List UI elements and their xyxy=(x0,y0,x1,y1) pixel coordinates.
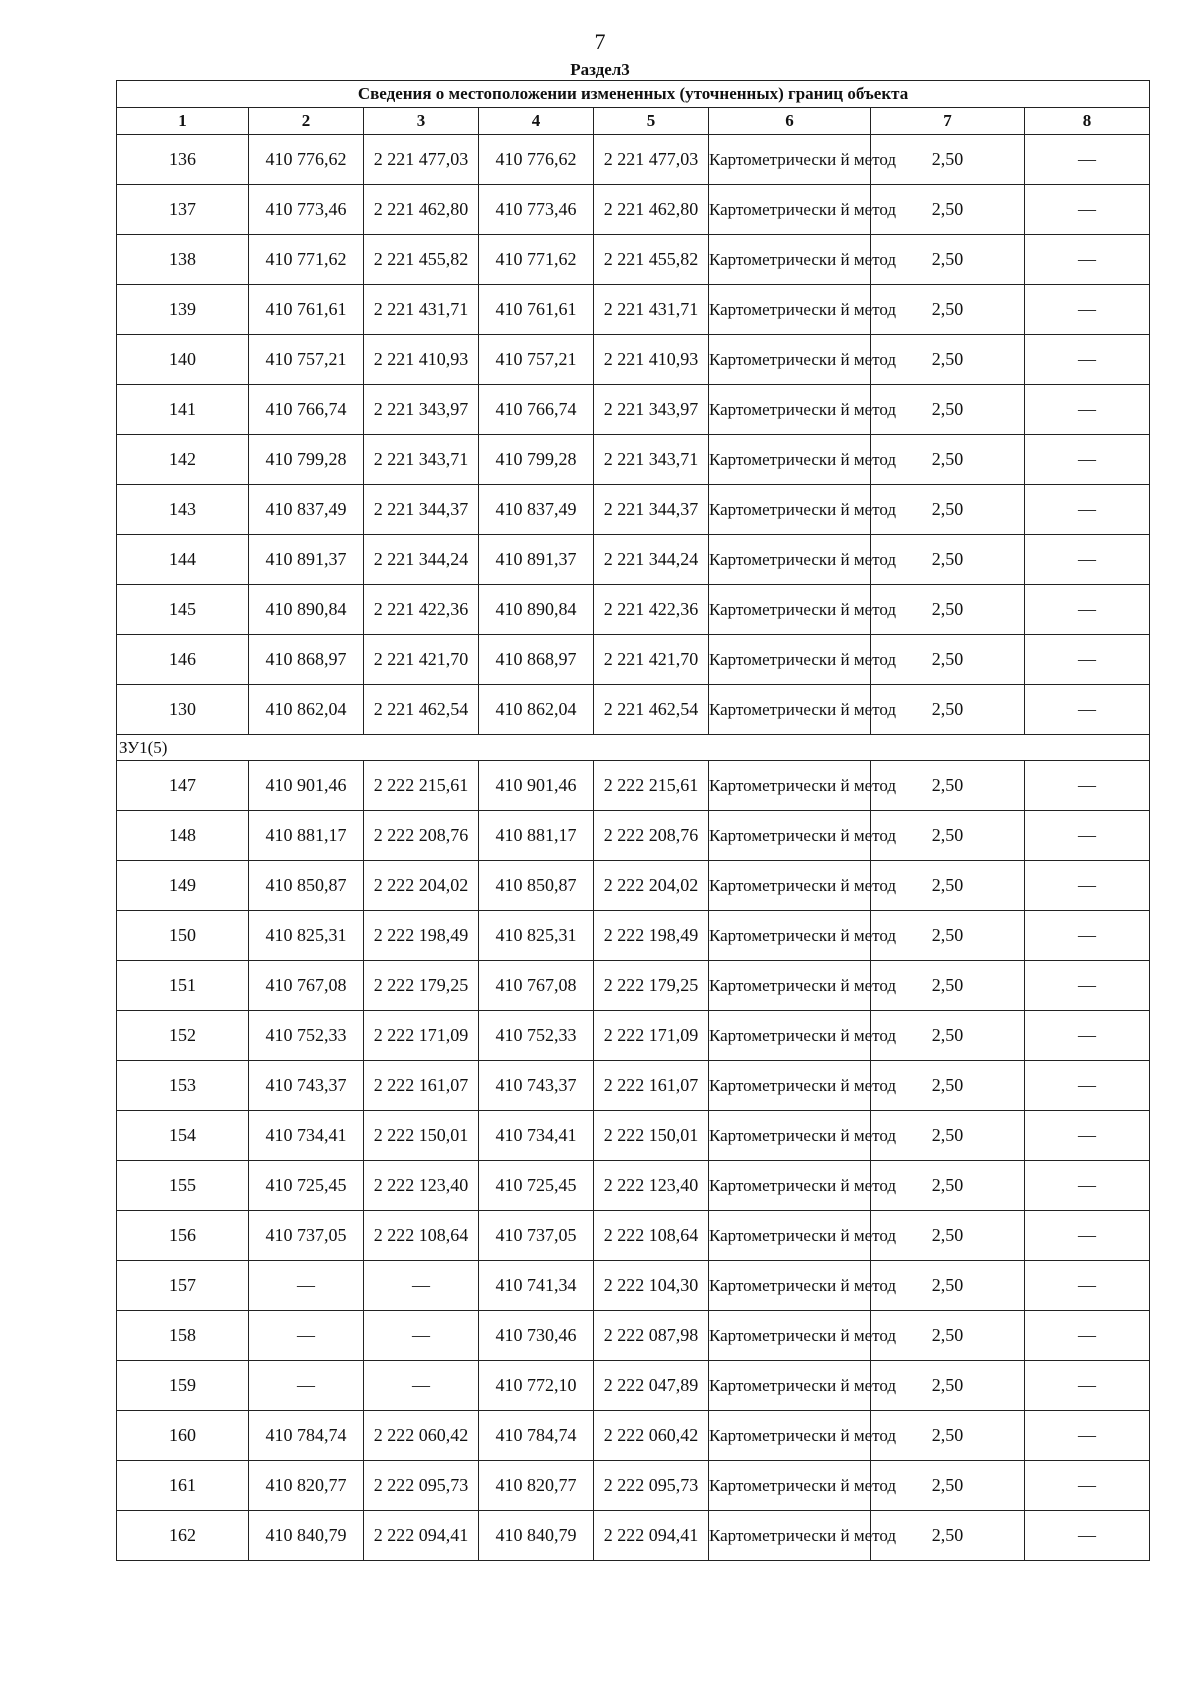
table-row xyxy=(117,1311,1150,1361)
description-cell: — xyxy=(1025,1161,1150,1211)
x-new-cell: 410 901,46 xyxy=(479,761,594,811)
method-cell: Картометрически й метод xyxy=(709,1061,871,1111)
x-new-cell: 410 767,08 xyxy=(479,961,594,1011)
x-new-cell: 410 820,77 xyxy=(479,1461,594,1511)
accuracy-cell: 2,50 xyxy=(871,861,1025,911)
accuracy-cell: 2,50 xyxy=(871,911,1025,961)
x-existing-cell: 410 771,62 xyxy=(249,235,364,285)
accuracy-cell: 2,50 xyxy=(871,435,1025,485)
y-new-cell: 2 222 094,41 xyxy=(594,1511,709,1561)
group-row xyxy=(117,735,1150,761)
point-number-cell: 146 xyxy=(117,635,249,685)
x-new-cell: 410 730,46 xyxy=(479,1311,594,1361)
description-cell: — xyxy=(1025,1511,1150,1561)
x-new-cell: 410 766,74 xyxy=(479,385,594,435)
method-cell: Картометрически й метод xyxy=(709,185,871,235)
table-row xyxy=(117,1461,1150,1511)
point-number-cell: 161 xyxy=(117,1461,249,1511)
point-number-cell: 159 xyxy=(117,1361,249,1411)
x-existing-cell: 410 881,17 xyxy=(249,811,364,861)
description-cell: — xyxy=(1025,585,1150,635)
method-cell: Картометрически й метод xyxy=(709,861,871,911)
method-cell: Картометрически й метод xyxy=(709,911,871,961)
method-cell: Картометрически й метод xyxy=(709,1261,871,1311)
y-new-cell: 2 222 108,64 xyxy=(594,1211,709,1261)
y-existing-cell: 2 221 462,54 xyxy=(364,685,479,735)
column-number: 8 xyxy=(1025,108,1150,135)
description-cell: — xyxy=(1025,485,1150,535)
x-existing-cell: 410 850,87 xyxy=(249,861,364,911)
description-cell: — xyxy=(1025,285,1150,335)
method-cell: Картометрически й метод xyxy=(709,1161,871,1211)
accuracy-cell: 2,50 xyxy=(871,135,1025,185)
x-new-cell: 410 772,10 xyxy=(479,1361,594,1411)
method-cell: Картометрически й метод xyxy=(709,1011,871,1061)
table-row xyxy=(117,385,1150,435)
y-new-cell: 2 222 060,42 xyxy=(594,1411,709,1461)
x-new-cell: 410 837,49 xyxy=(479,485,594,535)
description-cell: — xyxy=(1025,1461,1150,1511)
y-existing-cell: 2 222 150,01 xyxy=(364,1111,479,1161)
method-cell: Картометрически й метод xyxy=(709,811,871,861)
table-caption-row xyxy=(117,81,1150,108)
description-cell: — xyxy=(1025,385,1150,435)
method-cell: Картометрически й метод xyxy=(709,635,871,685)
description-cell: — xyxy=(1025,635,1150,685)
point-number-cell: 147 xyxy=(117,761,249,811)
point-number-cell: 154 xyxy=(117,1111,249,1161)
y-existing-cell: 2 222 108,64 xyxy=(364,1211,479,1261)
method-cell: Картометрически й метод xyxy=(709,1111,871,1161)
description-cell: — xyxy=(1025,1111,1150,1161)
y-existing-cell: 2 222 094,41 xyxy=(364,1511,479,1561)
y-existing-cell: 2 221 421,70 xyxy=(364,635,479,685)
column-number: 6 xyxy=(709,108,871,135)
table-row xyxy=(117,1161,1150,1211)
point-number-cell: 157 xyxy=(117,1261,249,1311)
table-row xyxy=(117,1261,1150,1311)
table-row xyxy=(117,285,1150,335)
table-row xyxy=(117,1211,1150,1261)
x-new-cell: 410 752,33 xyxy=(479,1011,594,1061)
y-new-cell: 2 221 462,54 xyxy=(594,685,709,735)
description-cell: — xyxy=(1025,761,1150,811)
accuracy-cell: 2,50 xyxy=(871,485,1025,535)
accuracy-cell: 2,50 xyxy=(871,961,1025,1011)
description-cell: — xyxy=(1025,1261,1150,1311)
point-number-cell: 141 xyxy=(117,385,249,435)
x-new-cell: 410 784,74 xyxy=(479,1411,594,1461)
y-new-cell: 2 222 215,61 xyxy=(594,761,709,811)
method-cell: Картометрически й метод xyxy=(709,685,871,735)
method-cell: Картометрически й метод xyxy=(709,1461,871,1511)
y-new-cell: 2 222 204,02 xyxy=(594,861,709,911)
accuracy-cell: 2,50 xyxy=(871,1011,1025,1061)
table-row xyxy=(117,435,1150,485)
description-cell: — xyxy=(1025,1061,1150,1111)
description-cell: — xyxy=(1025,961,1150,1011)
point-number-cell: 137 xyxy=(117,185,249,235)
y-existing-cell: 2 222 204,02 xyxy=(364,861,479,911)
y-new-cell: 2 221 344,37 xyxy=(594,485,709,535)
y-existing-cell: 2 222 095,73 xyxy=(364,1461,479,1511)
table-row xyxy=(117,1361,1150,1411)
method-cell: Картометрически й метод xyxy=(709,485,871,535)
accuracy-cell: 2,50 xyxy=(871,1061,1025,1111)
method-cell: Картометрически й метод xyxy=(709,1211,871,1261)
description-cell: — xyxy=(1025,811,1150,861)
y-new-cell: 2 222 179,25 xyxy=(594,961,709,1011)
y-existing-cell: 2 221 343,71 xyxy=(364,435,479,485)
point-number-cell: 153 xyxy=(117,1061,249,1111)
accuracy-cell: 2,50 xyxy=(871,811,1025,861)
accuracy-cell: 2,50 xyxy=(871,185,1025,235)
y-new-cell: 2 222 150,01 xyxy=(594,1111,709,1161)
description-cell: — xyxy=(1025,1211,1150,1261)
y-existing-cell: 2 221 422,36 xyxy=(364,585,479,635)
y-new-cell: 2 222 104,30 xyxy=(594,1261,709,1311)
accuracy-cell: 2,50 xyxy=(871,1361,1025,1411)
table-row xyxy=(117,335,1150,385)
point-number-cell: 145 xyxy=(117,585,249,635)
point-number-cell: 136 xyxy=(117,135,249,185)
table-row xyxy=(117,961,1150,1011)
x-new-cell: 410 840,79 xyxy=(479,1511,594,1561)
x-existing-cell: 410 757,21 xyxy=(249,335,364,385)
x-existing-cell: 410 761,61 xyxy=(249,285,364,335)
y-new-cell: 2 221 422,36 xyxy=(594,585,709,635)
x-existing-cell: 410 862,04 xyxy=(249,685,364,735)
method-cell: Картометрически й метод xyxy=(709,1311,871,1361)
column-number: 2 xyxy=(249,108,364,135)
accuracy-cell: 2,50 xyxy=(871,535,1025,585)
point-number-cell: 144 xyxy=(117,535,249,585)
x-new-cell: 410 862,04 xyxy=(479,685,594,735)
y-existing-cell: 2 222 208,76 xyxy=(364,811,479,861)
description-cell: — xyxy=(1025,185,1150,235)
x-existing-cell: 410 773,46 xyxy=(249,185,364,235)
x-existing-cell: 410 776,62 xyxy=(249,135,364,185)
description-cell: — xyxy=(1025,135,1150,185)
accuracy-cell: 2,50 xyxy=(871,1161,1025,1211)
point-number-cell: 143 xyxy=(117,485,249,535)
accuracy-cell: 2,50 xyxy=(871,1461,1025,1511)
x-existing-cell: — xyxy=(249,1311,364,1361)
x-new-cell: 410 773,46 xyxy=(479,185,594,235)
x-new-cell: 410 825,31 xyxy=(479,911,594,961)
method-cell: Картометрически й метод xyxy=(709,1411,871,1461)
description-cell: — xyxy=(1025,235,1150,285)
accuracy-cell: 2,50 xyxy=(871,385,1025,435)
y-new-cell: 2 222 123,40 xyxy=(594,1161,709,1211)
point-number-cell: 138 xyxy=(117,235,249,285)
point-number-cell: 149 xyxy=(117,861,249,911)
y-new-cell: 2 222 161,07 xyxy=(594,1061,709,1111)
y-existing-cell: 2 222 060,42 xyxy=(364,1411,479,1461)
table-row xyxy=(117,185,1150,235)
x-existing-cell: 410 743,37 xyxy=(249,1061,364,1111)
y-existing-cell: 2 221 431,71 xyxy=(364,285,479,335)
y-new-cell: 2 221 431,71 xyxy=(594,285,709,335)
accuracy-cell: 2,50 xyxy=(871,1411,1025,1461)
x-new-cell: 410 725,45 xyxy=(479,1161,594,1211)
y-existing-cell: 2 222 179,25 xyxy=(364,961,479,1011)
accuracy-cell: 2,50 xyxy=(871,635,1025,685)
description-cell: — xyxy=(1025,1011,1150,1061)
method-cell: Картометрически й метод xyxy=(709,535,871,585)
y-existing-cell: 2 221 410,93 xyxy=(364,335,479,385)
column-number: 5 xyxy=(594,108,709,135)
column-number-row xyxy=(117,108,1150,135)
x-new-cell: 410 757,21 xyxy=(479,335,594,385)
point-number-cell: 151 xyxy=(117,961,249,1011)
y-new-cell: 2 221 343,97 xyxy=(594,385,709,435)
description-cell: — xyxy=(1025,335,1150,385)
method-cell: Картометрически й метод xyxy=(709,385,871,435)
description-cell: — xyxy=(1025,435,1150,485)
accuracy-cell: 2,50 xyxy=(871,1111,1025,1161)
x-new-cell: 410 881,17 xyxy=(479,811,594,861)
point-number-cell: 158 xyxy=(117,1311,249,1361)
accuracy-cell: 2,50 xyxy=(871,235,1025,285)
point-number-cell: 130 xyxy=(117,685,249,735)
accuracy-cell: 2,50 xyxy=(871,1511,1025,1561)
table-row xyxy=(117,1111,1150,1161)
x-existing-cell: 410 725,45 xyxy=(249,1161,364,1211)
y-new-cell: 2 222 047,89 xyxy=(594,1361,709,1411)
method-cell: Картометрически й метод xyxy=(709,335,871,385)
table-row xyxy=(117,235,1150,285)
table-row xyxy=(117,811,1150,861)
method-cell: Картометрически й метод xyxy=(709,285,871,335)
point-number-cell: 142 xyxy=(117,435,249,485)
accuracy-cell: 2,50 xyxy=(871,685,1025,735)
table-row xyxy=(117,1011,1150,1061)
method-cell: Картометрически й метод xyxy=(709,961,871,1011)
y-existing-cell: 2 222 215,61 xyxy=(364,761,479,811)
y-new-cell: 2 221 343,71 xyxy=(594,435,709,485)
y-existing-cell: 2 221 343,97 xyxy=(364,385,479,435)
y-new-cell: 2 222 095,73 xyxy=(594,1461,709,1511)
method-cell: Картометрически й метод xyxy=(709,761,871,811)
table-row xyxy=(117,861,1150,911)
description-cell: — xyxy=(1025,861,1150,911)
method-cell: Картометрически й метод xyxy=(709,1511,871,1561)
accuracy-cell: 2,50 xyxy=(871,585,1025,635)
x-new-cell: 410 771,62 xyxy=(479,235,594,285)
accuracy-cell: 2,50 xyxy=(871,1211,1025,1261)
x-existing-cell: 410 820,77 xyxy=(249,1461,364,1511)
x-existing-cell: 410 825,31 xyxy=(249,911,364,961)
description-cell: — xyxy=(1025,535,1150,585)
description-cell: — xyxy=(1025,685,1150,735)
x-existing-cell: — xyxy=(249,1261,364,1311)
x-new-cell: 410 741,34 xyxy=(479,1261,594,1311)
x-existing-cell: 410 891,37 xyxy=(249,535,364,585)
column-number: 1 xyxy=(117,108,249,135)
x-existing-cell: 410 890,84 xyxy=(249,585,364,635)
y-new-cell: 2 221 344,24 xyxy=(594,535,709,585)
x-existing-cell: 410 767,08 xyxy=(249,961,364,1011)
x-new-cell: 410 868,97 xyxy=(479,635,594,685)
method-cell: Картометрически й метод xyxy=(709,235,871,285)
accuracy-cell: 2,50 xyxy=(871,285,1025,335)
y-existing-cell: — xyxy=(364,1311,479,1361)
description-cell: — xyxy=(1025,1311,1150,1361)
y-existing-cell: 2 222 171,09 xyxy=(364,1011,479,1061)
table-row xyxy=(117,485,1150,535)
y-existing-cell: 2 221 344,24 xyxy=(364,535,479,585)
y-existing-cell: — xyxy=(364,1261,479,1311)
x-existing-cell: — xyxy=(249,1361,364,1411)
table-body xyxy=(117,135,1150,1561)
x-existing-cell: 410 766,74 xyxy=(249,385,364,435)
x-new-cell: 410 890,84 xyxy=(479,585,594,635)
y-new-cell: 2 221 421,70 xyxy=(594,635,709,685)
y-existing-cell: 2 221 344,37 xyxy=(364,485,479,535)
table-row xyxy=(117,535,1150,585)
x-new-cell: 410 891,37 xyxy=(479,535,594,585)
table-row xyxy=(117,911,1150,961)
x-new-cell: 410 743,37 xyxy=(479,1061,594,1111)
x-existing-cell: 410 737,05 xyxy=(249,1211,364,1261)
description-cell: — xyxy=(1025,1411,1150,1461)
y-new-cell: 2 222 208,76 xyxy=(594,811,709,861)
point-number-cell: 155 xyxy=(117,1161,249,1211)
method-cell: Картометрически й метод xyxy=(709,135,871,185)
accuracy-cell: 2,50 xyxy=(871,761,1025,811)
page-number: 7 xyxy=(594,29,606,54)
point-number-cell: 150 xyxy=(117,911,249,961)
accuracy-cell: 2,50 xyxy=(871,335,1025,385)
point-number-cell: 152 xyxy=(117,1011,249,1061)
y-existing-cell: 2 221 462,80 xyxy=(364,185,479,235)
x-new-cell: 410 799,28 xyxy=(479,435,594,485)
y-new-cell: 2 221 410,93 xyxy=(594,335,709,385)
column-number: 3 xyxy=(364,108,479,135)
x-new-cell: 410 850,87 xyxy=(479,861,594,911)
method-cell: Картометрически й метод xyxy=(709,435,871,485)
description-cell: — xyxy=(1025,911,1150,961)
x-existing-cell: 410 799,28 xyxy=(249,435,364,485)
table-row xyxy=(117,635,1150,685)
y-existing-cell: 2 221 455,82 xyxy=(364,235,479,285)
x-existing-cell: 410 752,33 xyxy=(249,1011,364,1061)
x-existing-cell: 410 784,74 xyxy=(249,1411,364,1461)
column-number: 4 xyxy=(479,108,594,135)
point-number-cell: 140 xyxy=(117,335,249,385)
table-row xyxy=(117,685,1150,735)
accuracy-cell: 2,50 xyxy=(871,1261,1025,1311)
x-existing-cell: 410 901,46 xyxy=(249,761,364,811)
method-cell: Картометрически й метод xyxy=(709,1361,871,1411)
y-new-cell: 2 221 462,80 xyxy=(594,185,709,235)
table-row xyxy=(117,1411,1150,1461)
y-existing-cell: 2 221 477,03 xyxy=(364,135,479,185)
x-new-cell: 410 776,62 xyxy=(479,135,594,185)
table-row xyxy=(117,761,1150,811)
point-number-cell: 139 xyxy=(117,285,249,335)
x-existing-cell: 410 840,79 xyxy=(249,1511,364,1561)
x-new-cell: 410 761,61 xyxy=(479,285,594,335)
y-existing-cell: 2 222 123,40 xyxy=(364,1161,479,1211)
method-cell: Картометрически й метод xyxy=(709,585,871,635)
y-new-cell: 2 222 087,98 xyxy=(594,1311,709,1361)
x-new-cell: 410 734,41 xyxy=(479,1111,594,1161)
accuracy-cell: 2,50 xyxy=(871,1311,1025,1361)
x-new-cell: 410 737,05 xyxy=(479,1211,594,1261)
point-number-cell: 162 xyxy=(117,1511,249,1561)
y-existing-cell: 2 222 161,07 xyxy=(364,1061,479,1111)
y-new-cell: 2 221 455,82 xyxy=(594,235,709,285)
point-number-cell: 148 xyxy=(117,811,249,861)
table-row xyxy=(117,585,1150,635)
x-existing-cell: 410 868,97 xyxy=(249,635,364,685)
y-existing-cell: — xyxy=(364,1361,479,1411)
coordinates-table xyxy=(116,80,1150,1561)
table-row xyxy=(117,1061,1150,1111)
y-new-cell: 2 222 171,09 xyxy=(594,1011,709,1061)
point-number-cell: 156 xyxy=(117,1211,249,1261)
table-caption: Сведения о местоположении измененных (уточненных) границ объекта xyxy=(117,81,1150,108)
group-label: ЗУ1(5) xyxy=(117,735,1150,761)
table-row xyxy=(117,135,1150,185)
column-number: 7 xyxy=(871,108,1025,135)
description-cell: — xyxy=(1025,1361,1150,1411)
point-number-cell: 160 xyxy=(117,1411,249,1461)
y-new-cell: 2 222 198,49 xyxy=(594,911,709,961)
section-title: Раздел3 xyxy=(570,60,630,79)
x-existing-cell: 410 837,49 xyxy=(249,485,364,535)
y-existing-cell: 2 222 198,49 xyxy=(364,911,479,961)
x-existing-cell: 410 734,41 xyxy=(249,1111,364,1161)
table-row xyxy=(117,1511,1150,1561)
y-new-cell: 2 221 477,03 xyxy=(594,135,709,185)
